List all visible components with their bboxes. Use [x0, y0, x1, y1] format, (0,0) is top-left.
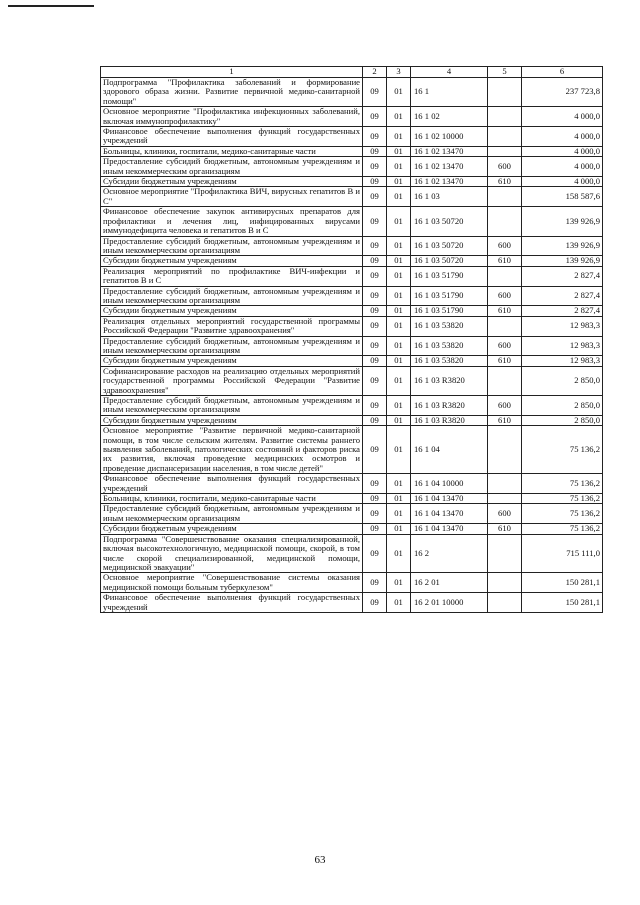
column-header: 1 — [101, 67, 363, 78]
subsection-code-cell: 01 — [387, 207, 411, 236]
target-item-cell: 16 1 04 — [411, 426, 488, 474]
target-item-cell: 16 1 02 10000 — [411, 127, 488, 147]
row-name-cell: Предоставление субсидий бюджетным, автономным учреждениям и иным некоммерческим организациям — [101, 396, 363, 416]
amount-cell: 4 000,0 — [522, 146, 603, 156]
row-name-cell: Субсидии бюджетным учреждениям — [101, 415, 363, 425]
section-code-cell: 09 — [363, 286, 387, 306]
subsection-code-cell: 01 — [387, 236, 411, 256]
column-header: 6 — [522, 67, 603, 78]
section-code-cell: 09 — [363, 316, 387, 336]
section-code-cell: 09 — [363, 366, 387, 395]
column-header: 3 — [387, 67, 411, 78]
table-row — [101, 146, 603, 156]
amount-cell: 4 000,0 — [522, 127, 603, 147]
row-name-cell: Основное мероприятие "Профилактика ВИЧ, вирусных гепатитов В и С" — [101, 187, 363, 207]
subsection-code-cell: 01 — [387, 366, 411, 395]
expense-type-cell — [488, 207, 522, 236]
row-name-cell: Субсидии бюджетным учреждениям — [101, 306, 363, 316]
row-name-cell: Предоставление субсидий бюджетным, автономным учреждениям и иным некоммерческим организациям — [101, 157, 363, 177]
row-name-cell: Реализация мероприятий по профилактике ВИЧ-инфекции и гепатитов В и С — [101, 266, 363, 286]
row-name-cell: Предоставление субсидий бюджетным, автономным учреждениям и иным некоммерческим организациям — [101, 336, 363, 356]
column-header: 2 — [363, 67, 387, 78]
amount-cell: 237 723,8 — [522, 78, 603, 107]
amount-cell: 12 983,3 — [522, 316, 603, 336]
target-item-cell: 16 1 03 50720 — [411, 207, 488, 236]
expense-type-cell — [488, 78, 522, 107]
amount-cell: 2 827,4 — [522, 306, 603, 316]
row-name-cell: Предоставление субсидий бюджетным, автономным учреждениям и иным некоммерческим организациям — [101, 504, 363, 524]
table-row — [101, 187, 603, 207]
section-code-cell: 09 — [363, 266, 387, 286]
amount-cell: 2 850,0 — [522, 396, 603, 416]
header-rule — [8, 5, 94, 7]
target-item-cell: 16 1 03 53820 — [411, 336, 488, 356]
target-item-cell: 16 1 03 R3820 — [411, 366, 488, 395]
target-item-cell: 16 1 02 13470 — [411, 157, 488, 177]
expense-type-cell — [488, 266, 522, 286]
table-row — [101, 474, 603, 494]
table-row — [101, 306, 603, 316]
expense-type-cell: 610 — [488, 524, 522, 534]
section-code-cell: 09 — [363, 306, 387, 316]
table-row — [101, 286, 603, 306]
section-code-cell: 09 — [363, 573, 387, 593]
row-name-cell: Субсидии бюджетным учреждениям — [101, 177, 363, 187]
expense-type-cell — [488, 534, 522, 573]
table-row — [101, 396, 603, 416]
target-item-cell: 16 1 04 13470 — [411, 494, 488, 504]
subsection-code-cell: 01 — [387, 306, 411, 316]
table-header-row — [101, 67, 603, 78]
amount-cell: 12 983,3 — [522, 336, 603, 356]
table-row — [101, 177, 603, 187]
amount-cell: 150 281,1 — [522, 573, 603, 593]
amount-cell: 139 926,9 — [522, 207, 603, 236]
subsection-code-cell: 01 — [387, 187, 411, 207]
expense-type-cell: 600 — [488, 157, 522, 177]
expense-type-cell: 610 — [488, 415, 522, 425]
target-item-cell: 16 1 03 — [411, 187, 488, 207]
section-code-cell: 09 — [363, 236, 387, 256]
amount-cell: 4 000,0 — [522, 157, 603, 177]
row-name-cell: Предоставление субсидий бюджетным, автономным учреждениям и иным некоммерческим организациям — [101, 286, 363, 306]
target-item-cell: 16 1 03 51790 — [411, 306, 488, 316]
table-row — [101, 256, 603, 266]
amount-cell: 12 983,3 — [522, 356, 603, 366]
table-row — [101, 266, 603, 286]
amount-cell: 2 850,0 — [522, 415, 603, 425]
expense-type-cell: 600 — [488, 286, 522, 306]
target-item-cell: 16 1 02 13470 — [411, 146, 488, 156]
column-header: 4 — [411, 67, 488, 78]
target-item-cell: 16 1 04 10000 — [411, 474, 488, 494]
subsection-code-cell: 01 — [387, 256, 411, 266]
table-row — [101, 236, 603, 256]
row-name-cell: Больницы, клиники, госпитали, медико-санитарные части — [101, 494, 363, 504]
subsection-code-cell: 01 — [387, 107, 411, 127]
section-code-cell: 09 — [363, 396, 387, 416]
subsection-code-cell: 01 — [387, 78, 411, 107]
section-code-cell: 09 — [363, 415, 387, 425]
section-code-cell: 09 — [363, 474, 387, 494]
expense-type-cell — [488, 573, 522, 593]
row-name-cell: Финансовое обеспечение выполнения функций государственных учреждений — [101, 593, 363, 613]
section-code-cell: 09 — [363, 494, 387, 504]
expense-type-cell: 610 — [488, 306, 522, 316]
target-item-cell: 16 1 03 53820 — [411, 316, 488, 336]
expense-type-cell: 600 — [488, 236, 522, 256]
subsection-code-cell: 01 — [387, 593, 411, 613]
subsection-code-cell: 01 — [387, 474, 411, 494]
row-name-cell: Субсидии бюджетным учреждениям — [101, 356, 363, 366]
subsection-code-cell: 01 — [387, 286, 411, 306]
expense-type-cell — [488, 127, 522, 147]
expense-type-cell: 600 — [488, 336, 522, 356]
table-row — [101, 573, 603, 593]
amount-cell: 4 000,0 — [522, 177, 603, 187]
target-item-cell: 16 1 02 13470 — [411, 177, 488, 187]
section-code-cell: 09 — [363, 256, 387, 266]
subsection-code-cell: 01 — [387, 127, 411, 147]
column-header: 5 — [488, 67, 522, 78]
subsection-code-cell: 01 — [387, 573, 411, 593]
target-item-cell: 16 1 03 51790 — [411, 266, 488, 286]
table-row — [101, 426, 603, 474]
section-code-cell: 09 — [363, 534, 387, 573]
table-row — [101, 504, 603, 524]
expense-type-cell: 610 — [488, 256, 522, 266]
row-name-cell: Финансовое обеспечение выполнения функций государственных учреждений — [101, 474, 363, 494]
target-item-cell: 16 1 04 13470 — [411, 504, 488, 524]
row-name-cell: Основное мероприятие "Профилактика инфекционных заболеваний, включая иммунопрофилактику" — [101, 107, 363, 127]
row-name-cell: Финансовое обеспечение закупок антивирусных препаратов для профилактики и лечения лиц, инфицированных вирусами иммунодефицита человека и гепатитов В и С — [101, 207, 363, 236]
expense-type-cell — [488, 494, 522, 504]
table-row — [101, 157, 603, 177]
table-row — [101, 524, 603, 534]
target-item-cell: 16 1 04 13470 — [411, 524, 488, 534]
target-item-cell: 16 1 03 53820 — [411, 356, 488, 366]
expense-type-cell — [488, 187, 522, 207]
expense-type-cell — [488, 474, 522, 494]
table-row — [101, 316, 603, 336]
table-body — [101, 78, 603, 613]
section-code-cell: 09 — [363, 336, 387, 356]
table-row — [101, 494, 603, 504]
row-name-cell: Предоставление субсидий бюджетным, автономным учреждениям и иным некоммерческим организациям — [101, 236, 363, 256]
expense-type-cell: 610 — [488, 356, 522, 366]
row-name-cell: Подпрограмма "Профилактика заболеваний и формирование здорового образа жизни. Развитие первичной медико-санитарной помощи" — [101, 78, 363, 107]
subsection-code-cell: 01 — [387, 534, 411, 573]
row-name-cell: Подпрограмма "Совершенствование оказания специализированной, включая высокотехнологичную, медицинской помощи, скорой, в том числе скорой специализированной, медицинской помощи, медицинской эвакуации" — [101, 534, 363, 573]
amount-cell: 75 136,2 — [522, 524, 603, 534]
row-name-cell: Основное мероприятие "Развитие первичной медико-санитарной помощи, в том числе сельским жителям. Развитие системы раннего выявления заболеваний, патологических состояний и факторов риска их развития, включая проведение медицинских осмотров и проведение диспансеризации населения, в том числе детей" — [101, 426, 363, 474]
expense-type-cell — [488, 316, 522, 336]
subsection-code-cell: 01 — [387, 396, 411, 416]
subsection-code-cell: 01 — [387, 146, 411, 156]
section-code-cell: 09 — [363, 207, 387, 236]
table-row — [101, 127, 603, 147]
subsection-code-cell: 01 — [387, 336, 411, 356]
expense-type-cell — [488, 426, 522, 474]
table-row — [101, 107, 603, 127]
amount-cell: 2 827,4 — [522, 266, 603, 286]
section-code-cell: 09 — [363, 187, 387, 207]
subsection-code-cell: 01 — [387, 524, 411, 534]
subsection-code-cell: 01 — [387, 494, 411, 504]
target-item-cell: 16 1 03 R3820 — [411, 415, 488, 425]
row-name-cell: Основное мероприятие "Совершенствование системы оказания медицинской помощи больным туберкулезом" — [101, 573, 363, 593]
section-code-cell: 09 — [363, 157, 387, 177]
table-row — [101, 593, 603, 613]
target-item-cell: 16 2 — [411, 534, 488, 573]
expense-type-cell — [488, 146, 522, 156]
amount-cell: 75 136,2 — [522, 494, 603, 504]
page-number: 63 — [314, 854, 326, 866]
target-item-cell: 16 2 01 10000 — [411, 593, 488, 613]
subsection-code-cell: 01 — [387, 426, 411, 474]
expense-type-cell: 610 — [488, 177, 522, 187]
section-code-cell: 09 — [363, 177, 387, 187]
budget-table — [100, 66, 603, 613]
subsection-code-cell: 01 — [387, 266, 411, 286]
section-code-cell: 09 — [363, 146, 387, 156]
expense-type-cell — [488, 593, 522, 613]
section-code-cell: 09 — [363, 107, 387, 127]
amount-cell: 150 281,1 — [522, 593, 603, 613]
expense-type-cell — [488, 366, 522, 395]
amount-cell: 139 926,9 — [522, 236, 603, 256]
section-code-cell: 09 — [363, 356, 387, 366]
table-row — [101, 366, 603, 395]
section-code-cell: 09 — [363, 78, 387, 107]
row-name-cell: Софинансирование расходов на реализацию отдельных мероприятий государственной программы Российской Федерации "Развитие здравоохранения" — [101, 366, 363, 395]
amount-cell: 2 827,4 — [522, 286, 603, 306]
expense-type-cell: 600 — [488, 396, 522, 416]
table-row — [101, 534, 603, 573]
amount-cell: 75 136,2 — [522, 474, 603, 494]
table-row — [101, 415, 603, 425]
target-item-cell: 16 1 — [411, 78, 488, 107]
target-item-cell: 16 1 02 — [411, 107, 488, 127]
row-name-cell: Субсидии бюджетным учреждениям — [101, 256, 363, 266]
table-row — [101, 207, 603, 236]
row-name-cell: Реализация отдельных мероприятий государственной программы Российской Федерации "Развитие здравоохранения" — [101, 316, 363, 336]
target-item-cell: 16 1 03 50720 — [411, 236, 488, 256]
subsection-code-cell: 01 — [387, 316, 411, 336]
section-code-cell: 09 — [363, 127, 387, 147]
section-code-cell: 09 — [363, 524, 387, 534]
table-row — [101, 78, 603, 107]
subsection-code-cell: 01 — [387, 415, 411, 425]
amount-cell: 75 136,2 — [522, 426, 603, 474]
target-item-cell: 16 2 01 — [411, 573, 488, 593]
subsection-code-cell: 01 — [387, 356, 411, 366]
section-code-cell: 09 — [363, 504, 387, 524]
subsection-code-cell: 01 — [387, 157, 411, 177]
subsection-code-cell: 01 — [387, 504, 411, 524]
expense-type-cell — [488, 107, 522, 127]
amount-cell: 4 000,0 — [522, 107, 603, 127]
table-row — [101, 356, 603, 366]
amount-cell: 139 926,9 — [522, 256, 603, 266]
target-item-cell: 16 1 03 50720 — [411, 256, 488, 266]
amount-cell: 715 111,0 — [522, 534, 603, 573]
amount-cell: 158 587,6 — [522, 187, 603, 207]
table-row — [101, 336, 603, 356]
section-code-cell: 09 — [363, 426, 387, 474]
amount-cell: 2 850,0 — [522, 366, 603, 395]
row-name-cell: Больницы, клиники, госпитали, медико-санитарные части — [101, 146, 363, 156]
subsection-code-cell: 01 — [387, 177, 411, 187]
amount-cell: 75 136,2 — [522, 504, 603, 524]
target-item-cell: 16 1 03 R3820 — [411, 396, 488, 416]
section-code-cell: 09 — [363, 593, 387, 613]
expense-type-cell: 600 — [488, 504, 522, 524]
row-name-cell: Финансовое обеспечение выполнения функций государственных учреждений — [101, 127, 363, 147]
row-name-cell: Субсидии бюджетным учреждениям — [101, 524, 363, 534]
target-item-cell: 16 1 03 51790 — [411, 286, 488, 306]
